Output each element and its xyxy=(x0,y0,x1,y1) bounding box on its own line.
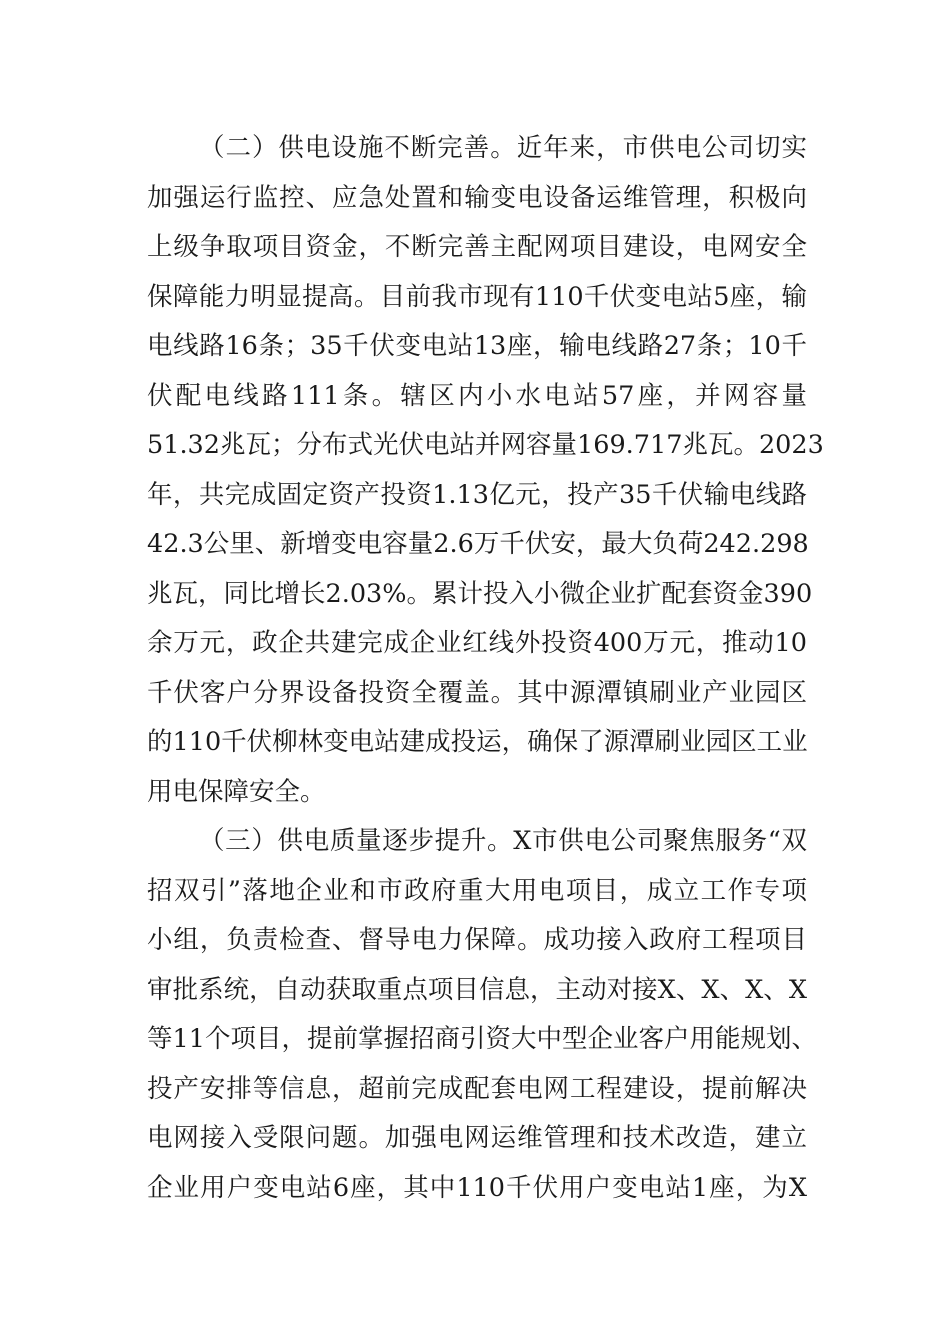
text-line: 51.32兆瓦；分布式光伏电站并网容量169.717兆瓦。2023 xyxy=(147,430,824,460)
text-line: （三）供电质量逐步提升。X市供电公司聚焦服务“双 xyxy=(199,826,807,856)
text-line: 用电保障安全。 xyxy=(147,776,326,807)
text-line: 审批系统，自动获取重点项目信息，主动对接X、X、X、X xyxy=(147,974,807,1005)
text-line: 电网接入受限问题。加强电网运维管理和技术改造，建立 xyxy=(147,1123,807,1153)
text-line: 千伏客户分界设备投资全覆盖。其中源潭镇刷业产业园区 xyxy=(147,677,807,708)
text-line: 投产安排等信息，超前完成配套电网工程建设，提前解决 xyxy=(147,1073,807,1104)
paragraph-power-facilities xyxy=(147,124,824,817)
text-line: 的110千伏柳林变电站建成投运，确保了源潭刷业园区工业 xyxy=(147,727,808,757)
text-line: 余万元，政企共建完成企业红线外投资400万元，推动10 xyxy=(147,628,807,658)
text-line: 兆瓦，同比增长2.03%。累计投入小微企业扩配套资金390 xyxy=(147,578,813,609)
document-body xyxy=(147,124,824,1213)
text-line: （二）供电设施不断完善。近年来，市供电公司切实 xyxy=(199,133,807,163)
text-line: 伏配电线路111条。辖区内小水电站57座，并网容量 xyxy=(147,380,807,411)
text-line: 年，共完成固定资产投资1.13亿元，投产35千伏输电线路 xyxy=(147,479,807,510)
text-line: 42.3公里、新增变电容量2.6万千伏安，最大负荷242.298 xyxy=(147,529,809,559)
text-line: 小组，负责检查、督导电力保障。成功接入政府工程项目 xyxy=(147,925,807,955)
paragraph-power-quality xyxy=(147,817,817,1213)
text-line: 上级争取项目资金，不断完善主配网项目建设，电网安全 xyxy=(147,232,807,262)
text-line: 等11个项目，提前掌握招商引资大中型企业客户用能规划、 xyxy=(147,1024,817,1054)
text-line: 电线路16条；35千伏变电站13座，输电线路27条；10千 xyxy=(147,331,807,361)
text-line: 加强运行监控、应急处置和输变电设备运维管理，积极向 xyxy=(147,182,807,213)
text-line: 招双引”落地企业和市政府重大用电项目，成立工作专项 xyxy=(147,875,807,906)
text-line: 保障能力明显提高。目前我市现有110千伏变电站5座，输 xyxy=(147,281,807,312)
text-line: 企业用户变电站6座，其中110千伏用户变电站1座，为X xyxy=(147,1172,807,1203)
